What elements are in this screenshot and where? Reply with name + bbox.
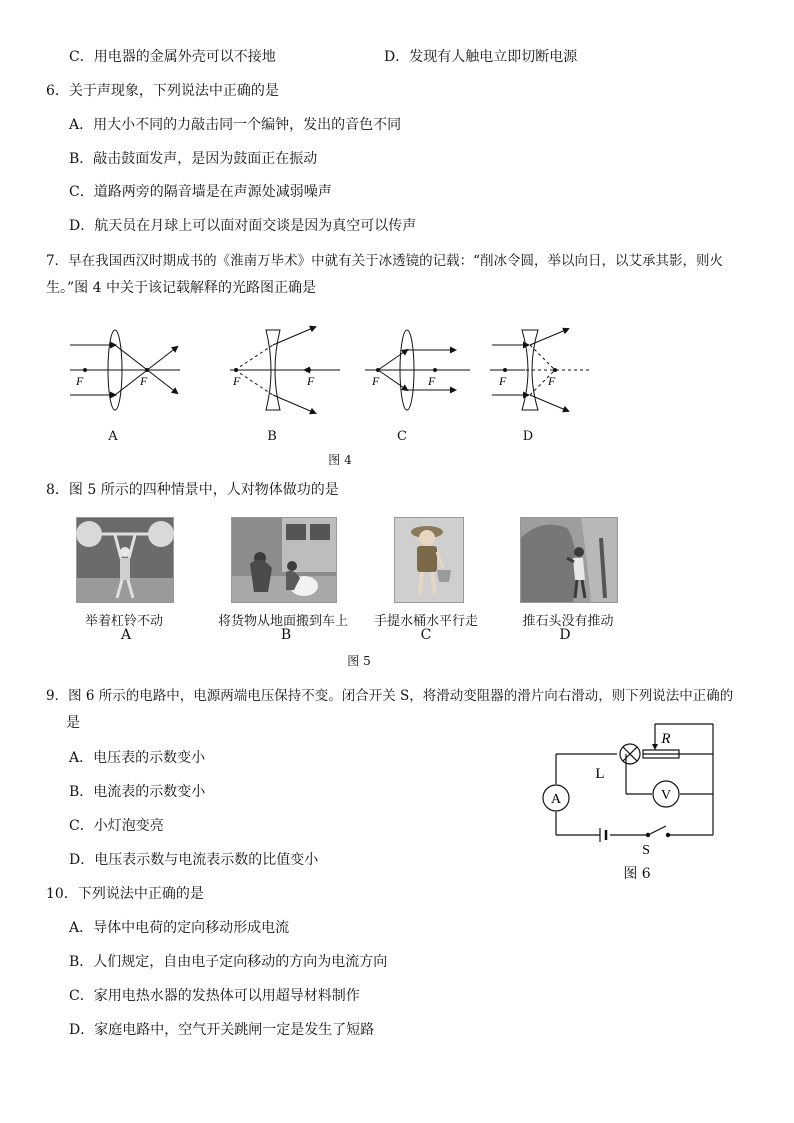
figure-6-caption: 图 6 [623,866,651,882]
q7-label-a: A [108,429,118,444]
q10-option-a: A．导体中电荷的定向移动形成电流 [69,920,290,936]
focus-label: F [233,374,241,388]
q7-stem-line2: 生。”图 4 中关于该记载解释的光路图正确是 [46,280,316,296]
diagram-b [230,327,340,413]
q7-label-d: D [522,429,534,444]
diagram-a [70,330,180,410]
q9-stem-line1: 9．图 6 所示的电路中，电源两端电压保持不变。闭合开关 S，将滑动变阻器的滑片向右滑动，则下列说法中正确的 [46,688,734,704]
q9-option-d: D．电压表示数与电流表示数的比值变小 [69,852,319,868]
switch-label: S [642,843,650,858]
q7-label-c: C [397,429,407,444]
q6-option-d: D．航天员在月球上可以面对面交谈是因为真空可以传声 [69,218,417,234]
ammeter-label: A [550,792,562,807]
photo-weightlifter [76,517,174,603]
voltmeter-label: V [660,788,672,803]
lamp-label: L [595,766,605,782]
q7-label-b: B [267,429,277,444]
q7-stem-line1: 7．早在我国西汉时期成书的《淮南万毕术》中就有关于冰透镜的记载：“削冰令圆，举以向日，以艾承其影，则火 [46,253,723,269]
focus-label: F [548,374,556,388]
q10-option-d: D．家庭电路中，空气开关跳闸一定是发生了短路 [69,1022,375,1038]
photo-carrying-bucket [394,517,464,603]
q10-option-b: B．人们规定，自由电子定向移动的方向为电流方向 [69,954,388,970]
focus-label: F [140,374,148,388]
rheostat-label: R [661,731,671,747]
focus-label: F [76,374,84,388]
focus-label: F [428,374,436,388]
scene-d-letter: D [559,627,571,643]
q9-option-b: B．电流表的示数变小 [69,784,206,800]
scene-a-caption: 举着杠铃不动 [84,614,163,629]
q6-stem: 6．关于声现象，下列说法中正确的是 [46,83,279,99]
q10-stem: 10．下列说法中正确的是 [46,886,204,902]
scene-c-letter: C [420,627,432,643]
diagram-c [365,330,470,410]
figure-5-caption: 图 5 [347,654,371,668]
q9-stem-line2: 是 [66,715,80,731]
focus-label: F [499,374,507,388]
diagram-d [490,329,590,411]
scene-d-caption: 推石头没有推动 [522,614,614,629]
q6-option-a: A．用大小不同的力敲击同一个编钟，发出的音色不同 [69,117,402,133]
q10-option-c: C．家用电热水器的发热体可以用超导材料制作 [69,988,360,1004]
focus-label: F [372,374,380,388]
focus-label: F [307,374,315,388]
scene-b-letter: B [280,627,292,643]
q8-stem: 8．图 5 所示的四种情景中，人对物体做功的是 [46,482,339,498]
q6-option-b: B．敲击鼓面发声，是因为鼓面正在振动 [69,151,318,167]
q5-option-d: D．发现有人触电立即切断电源 [384,49,578,65]
circuit-diagram [538,718,718,858]
scene-b-caption: 将货物从地面搬到车上 [217,614,348,629]
scene-c-caption: 手提水桶水平行走 [373,614,478,629]
q5-option-c: C．用电器的金属外壳可以不接地 [69,49,276,65]
q7-lens-diagrams [60,325,600,415]
q9-option-a: A．电压表的示数变小 [69,750,206,766]
figure-4-caption: 图 4 [328,453,352,467]
photo-pushing-rock [520,517,618,603]
scene-a-letter: A [120,627,132,643]
photo-loading-goods [231,517,337,603]
q9-option-c: C．小灯泡变亮 [69,818,164,834]
q6-option-c: C．道路两旁的隔音墙是在声源处减弱噪声 [69,184,332,200]
